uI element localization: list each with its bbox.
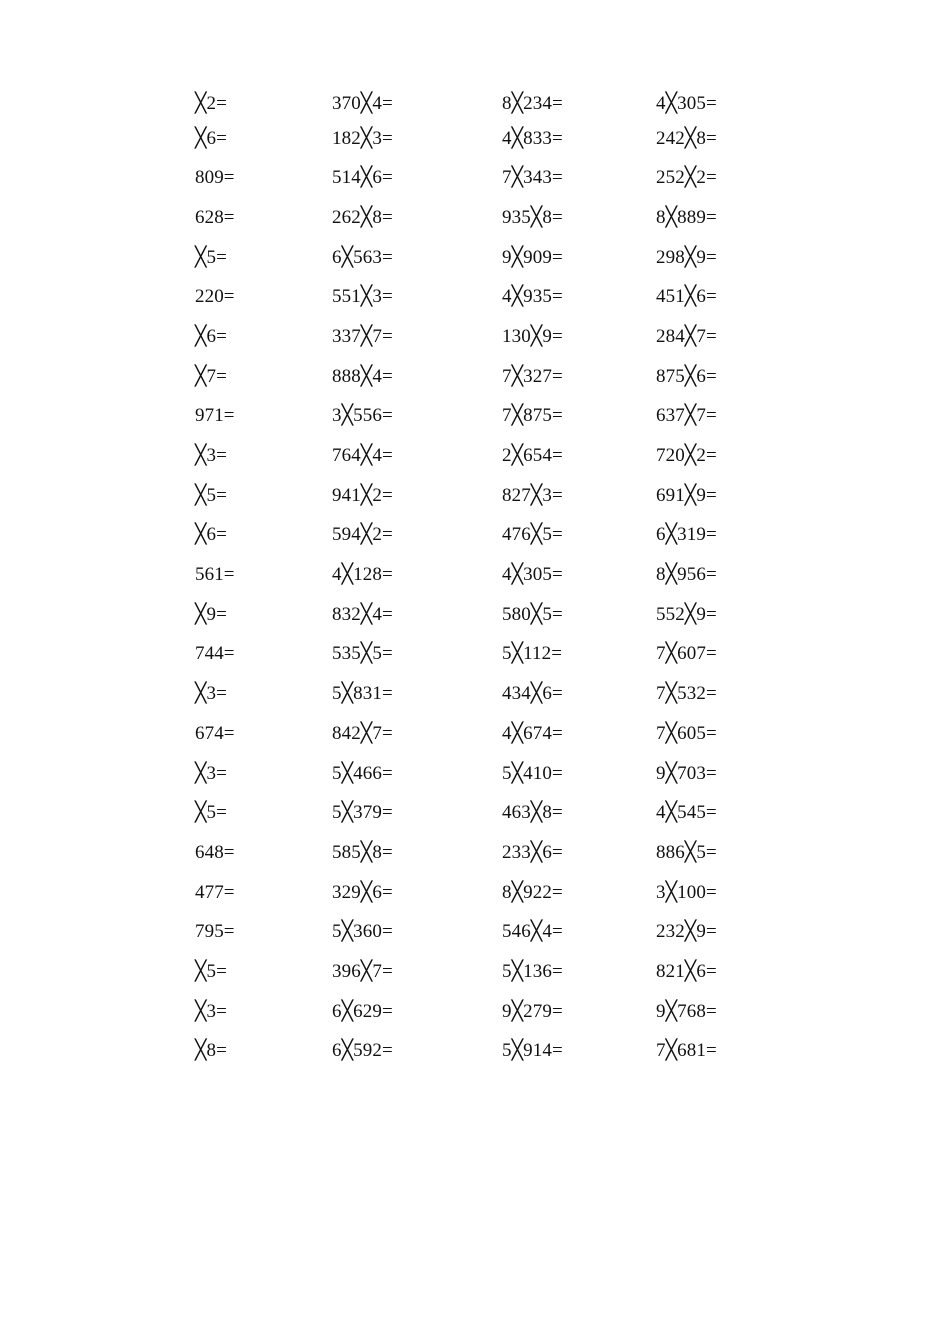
problem-cell: 5╳112=: [502, 643, 563, 665]
problem-cell: 535╳5=: [332, 643, 393, 665]
problem-cell: 637╳7=: [656, 405, 717, 427]
problem-cell: 4╳935=: [502, 286, 563, 308]
problem-cell: 130╳9=: [502, 325, 563, 347]
problem-cell: ╳5=: [195, 246, 227, 268]
problem-cell: 7╳605=: [656, 722, 717, 744]
problem-cell: 220=: [195, 286, 235, 308]
problem-cell: 628=: [195, 206, 235, 228]
problem-cell: 7╳532=: [656, 683, 717, 705]
problem-cell: 8╳234=: [502, 93, 563, 114]
problem-row: [195, 881, 795, 921]
problem-cell: 298╳9=: [656, 246, 717, 268]
problem-cell: ╳3=: [195, 683, 227, 705]
problem-cell: 8╳956=: [656, 564, 717, 586]
problem-cell: ╳5=: [195, 484, 227, 506]
problem-cell: 4╳833=: [502, 127, 563, 149]
problem-cell: 9╳279=: [502, 1000, 563, 1022]
problem-cell: 242╳8=: [656, 127, 717, 149]
problem-cell: 5╳831=: [332, 683, 393, 705]
problem-cell: 4╳674=: [502, 722, 563, 744]
problem-cell: 941╳2=: [332, 484, 393, 506]
problem-cell: 580╳5=: [502, 603, 563, 625]
problem-row: [195, 285, 795, 325]
problem-cell: 9╳909=: [502, 246, 563, 268]
problem-cell: 9╳703=: [656, 762, 717, 784]
problem-row: [195, 166, 795, 206]
problem-row: [195, 841, 795, 881]
problem-cell: 886╳5=: [656, 841, 717, 863]
problem-cell: 7╳875=: [502, 405, 563, 427]
problem-row: [195, 325, 795, 365]
problem-row: [195, 444, 795, 484]
problem-cell: 5╳914=: [502, 1040, 563, 1062]
problem-row: [195, 404, 795, 444]
problem-row: [195, 801, 795, 841]
problem-cell: 434╳6=: [502, 683, 563, 705]
problem-cell: 329╳6=: [332, 881, 393, 903]
problem-cell: 7╳327=: [502, 365, 563, 387]
problem-cell: 5╳379=: [332, 802, 393, 824]
problem-row: [195, 206, 795, 246]
problem-row: [195, 246, 795, 286]
problem-cell: 7╳681=: [656, 1040, 717, 1062]
problem-cell: 5╳410=: [502, 762, 563, 784]
problem-row: [195, 682, 795, 722]
problem-cell: 6╳563=: [332, 246, 393, 268]
problem-cell: 233╳6=: [502, 841, 563, 863]
problem-cell: 8╳889=: [656, 206, 717, 228]
problem-cell: 971=: [195, 405, 235, 427]
problem-cell: 594╳2=: [332, 524, 393, 546]
problem-cell: 3╳556=: [332, 405, 393, 427]
problem-row: [195, 603, 795, 643]
problem-cell: 585╳8=: [332, 841, 393, 863]
problem-cell: 9╳768=: [656, 1000, 717, 1022]
problem-cell: ╳8=: [195, 1040, 227, 1062]
problem-cell: 7╳343=: [502, 167, 563, 189]
problem-row: [195, 920, 795, 960]
problem-cell: 5╳466=: [332, 762, 393, 784]
problem-cell: 284╳7=: [656, 325, 717, 347]
problem-cell: 477=: [195, 881, 235, 903]
problem-cell: 552╳9=: [656, 603, 717, 625]
problem-row: [195, 1039, 795, 1079]
problem-row: [195, 365, 795, 405]
problem-cell: 7╳607=: [656, 643, 717, 665]
problem-cell: ╳6=: [195, 524, 227, 546]
problem-row: [195, 1000, 795, 1040]
problem-cell: 842╳7=: [332, 722, 393, 744]
problem-row: [195, 127, 795, 167]
problem-cell: 476╳5=: [502, 524, 563, 546]
problem-cell: 4╳305=: [502, 564, 563, 586]
problem-row: [195, 523, 795, 563]
problem-cell: 451╳6=: [656, 286, 717, 308]
problem-cell: 720╳2=: [656, 445, 717, 466]
problem-cell: 252╳2=: [656, 167, 717, 189]
problem-cell: 561=: [195, 564, 235, 586]
problem-cell: ╳9=: [195, 603, 227, 625]
problem-cell: 821╳6=: [656, 960, 717, 982]
problem-cell: 463╳8=: [502, 802, 563, 824]
problem-row: [195, 762, 795, 802]
problem-cell: 6╳319=: [656, 524, 717, 546]
problem-cell: 514╳6=: [332, 167, 393, 189]
problem-cell: 827╳3=: [502, 484, 563, 506]
problem-cell: 4╳305=: [656, 93, 717, 114]
problem-cell: 262╳8=: [332, 206, 393, 228]
problem-cell: ╳5=: [195, 802, 227, 824]
problem-cell: 795=: [195, 921, 235, 943]
problem-cell: 648=: [195, 841, 235, 863]
problem-cell: 691╳9=: [656, 484, 717, 506]
problem-cell: ╳7=: [195, 365, 227, 387]
problem-cell: 551╳3=: [332, 286, 393, 308]
problem-cell: ╳5=: [195, 960, 227, 982]
problem-row: [195, 960, 795, 1000]
problem-cell: 396╳7=: [332, 960, 393, 982]
problem-cell: ╳3=: [195, 1000, 227, 1022]
problem-row: [195, 722, 795, 762]
problem-cell: 674=: [195, 722, 235, 744]
problem-cell: 888╳4=: [332, 365, 393, 387]
problem-row: [195, 642, 795, 682]
problem-cell: 232╳9=: [656, 921, 717, 943]
problem-cell: 4╳545=: [656, 802, 717, 824]
problem-cell: 809=: [195, 167, 235, 189]
problem-cell: 546╳4=: [502, 921, 563, 943]
problem-cell: 744=: [195, 643, 235, 665]
problem-cell: 6╳592=: [332, 1040, 393, 1062]
problem-cell: 337╳7=: [332, 325, 393, 347]
problem-cell: 370╳4=: [332, 93, 393, 114]
problem-cell: 764╳4=: [332, 445, 393, 466]
problem-row: [195, 92, 795, 127]
problem-cell: 832╳4=: [332, 603, 393, 625]
problem-cell: 182╳3=: [332, 127, 393, 149]
problem-cell: ╳6=: [195, 325, 227, 347]
problem-cell: ╳3=: [195, 762, 227, 784]
problem-cell: 6╳629=: [332, 1000, 393, 1022]
problem-cell: 935╳8=: [502, 206, 563, 228]
multiplication-problem-grid: [195, 92, 795, 1079]
problem-cell: ╳3=: [195, 445, 227, 466]
problem-cell: 8╳922=: [502, 881, 563, 903]
problem-cell: 5╳136=: [502, 960, 563, 982]
problem-cell: ╳2=: [195, 93, 227, 114]
problem-cell: 5╳360=: [332, 921, 393, 943]
problem-cell: 2╳654=: [502, 445, 563, 466]
problem-cell: 3╳100=: [656, 881, 717, 903]
problem-cell: 875╳6=: [656, 365, 717, 387]
problem-row: [195, 563, 795, 603]
problem-row: [195, 484, 795, 524]
problem-cell: ╳6=: [195, 127, 227, 149]
problem-cell: 4╳128=: [332, 564, 393, 586]
